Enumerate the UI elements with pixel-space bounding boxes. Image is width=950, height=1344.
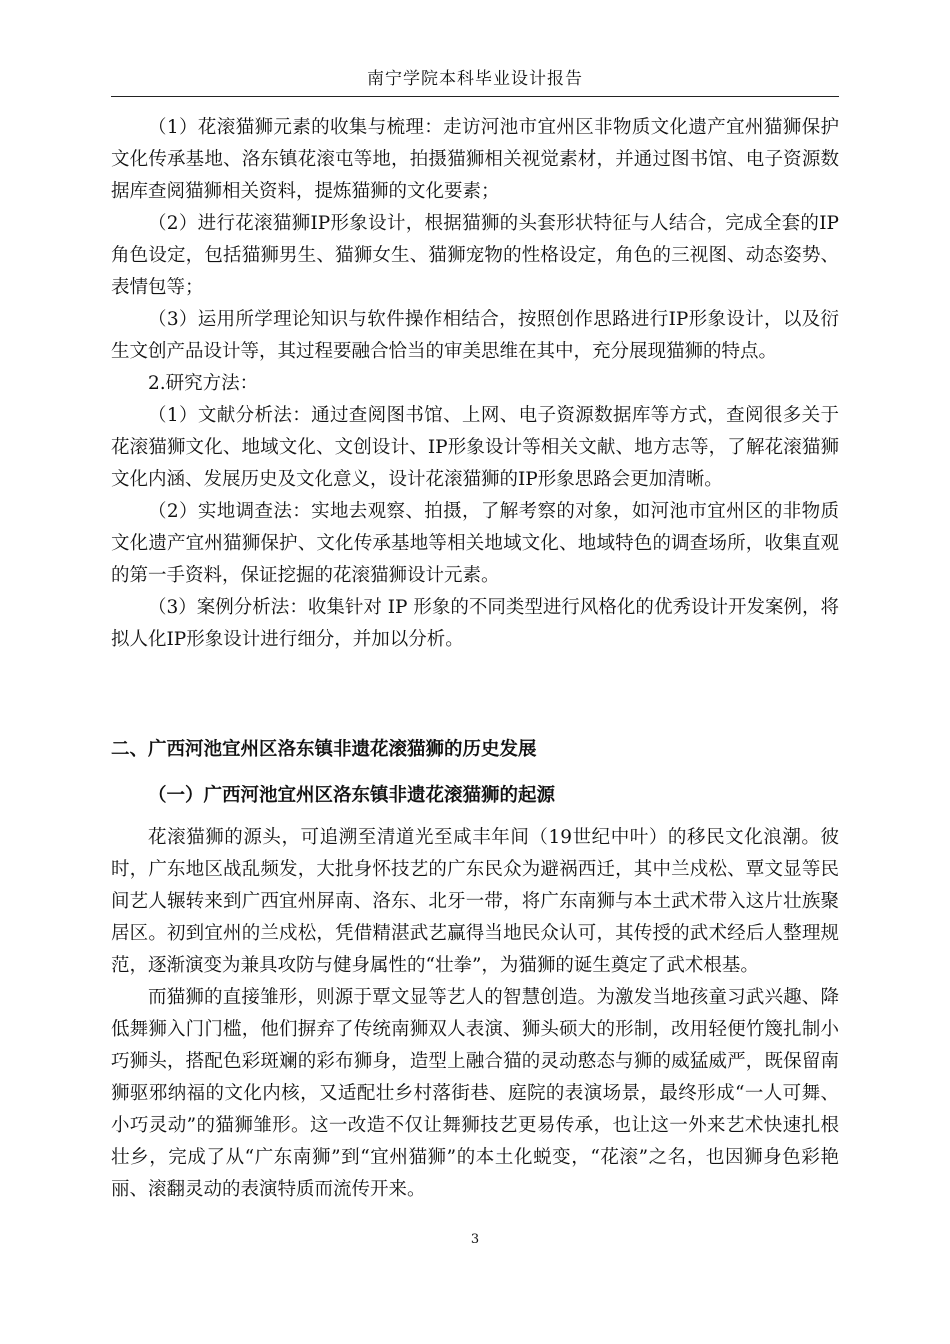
- page-number: 3: [470, 1232, 480, 1247]
- paragraph: （3）案例分析法：收集针对 IP 形象的不同类型进行风格化的优秀设计开发案例，将拟人化IP形象设计进行细分，并加以分析。: [111, 597, 839, 650]
- paragraph: （2）进行花滚猫狮IP形象设计，根据猫狮的头套形状特征与人结合，完成全套的IP角色设定，包括猫狮男生、猫狮女生、猫狮宠物的性格设定，角色的三视图、动态姿势、表情包等；: [111, 213, 839, 298]
- document-body: [111, 112, 839, 1206]
- paragraph: 花滚猫狮的源头，可追溯至清道光至咸丰年间（19世纪中叶）的移民文化浪潮。彼时，广东地区战乱频发，大批身怀技艺的广东民众为避祸西迁，其中兰戍松、覃文显等民间艺人辗转来到广西宜州屏南、洛东、北牙一带，将广东南狮与本土武术带入这片壮族聚居区。初到宜州的兰戍松，凭借精湛武艺赢得当地民众认可，其传授的武术经后人整理规范，逐渐演变为兼具攻防与健身属性的“壮拳”，为猫狮的诞生奠定了武术根基。: [111, 827, 839, 976]
- paragraph: （2）实地调查法：实地去观察、拍摄，了解考察的对象，如河池市宜州区的非物质文化遗产宜州猫狮保护、文化传承基地等相关地域文化、地域特色的调查场所，收集直观的第一手资料，保证挖掘的花滚猫狮设计元素。: [111, 501, 839, 586]
- paragraph: 而猫狮的直接雏形，则源于覃文显等艺人的智慧创造。为激发当地孩童习武兴趣、降低舞狮入门门槛，他们摒弃了传统南狮双人表演、狮头硕大的形制，改用轻便竹篾扎制小巧狮头，搭配色彩斑斓的彩布狮身，造型上融合猫的灵动憨态与狮的威猛威严，既保留南狮驱邪纳福的文化内核，又适配壮乡村落街巷、庭院的表演场景，最终形成“一人可舞、小巧灵动”的猫狮雏形。这一改造不仅让舞狮技艺更易传承，也让这一外来艺术快速扎根壮乡，完成了从“广东南狮”到“宜州猫狮”的本土化蜕变，“花滚”之名，也因狮身色彩艳丽、滚翻灵动的表演特质而流传开来。: [111, 987, 839, 1200]
- paragraph: （1）文献分析法：通过查阅图书馆、上网、电子资源数据库等方式，查阅很多关于花滚猫狮文化、地域文化、文创设计、IP形象设计等相关文献、地方志等，了解花滚猫狮文化内涵、发展历史及文化意义，设计花滚猫狮的IP形象思路会更加清晰。: [111, 405, 839, 490]
- paragraph: （1）花滚猫狮元素的收集与梳理：走访河池市宜州区非物质文化遗产宜州猫狮保护文化传承基地、洛东镇花滚屯等地，拍摄猫狮相关视觉素材，并通过图书馆、电子资源数据库查阅猫狮相关资料，提炼猫狮的文化要素；: [111, 117, 839, 202]
- paragraph-heading: 2.研究方法：: [148, 373, 259, 394]
- page-header: [111, 62, 839, 97]
- paragraph: （3）运用所学理论知识与软件操作相结合，按照创作思路进行IP形象设计，以及衍生文创产品设计等，其过程要融合恰当的审美思维在其中，充分展现猫狮的特点。: [111, 309, 839, 362]
- subsection-title: （一）广西河池宜州区洛东镇非遗花滚猫狮的起源: [148, 785, 556, 806]
- section-title: 二、广西河池宜州区洛东镇非遗花滚猫狮的历史发展: [111, 739, 537, 760]
- header-title: 南宁学院本科毕业设计报告: [367, 69, 583, 89]
- section-gap: [111, 656, 839, 734]
